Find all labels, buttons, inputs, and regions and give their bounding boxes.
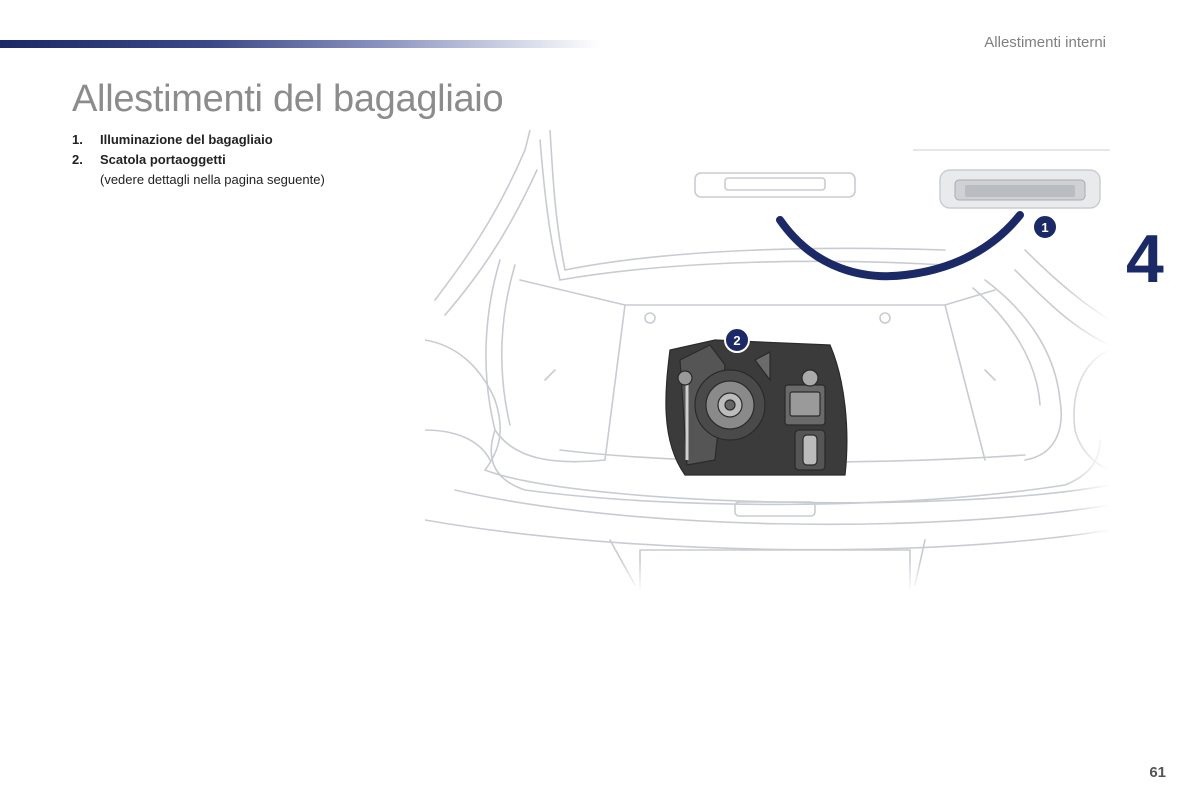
header-accent-bar xyxy=(0,40,600,48)
item-note: (vedere dettagli nella pagina seguente) xyxy=(100,172,325,187)
item-list xyxy=(72,130,325,190)
page-title: Allestimenti del bagagliaio xyxy=(72,78,504,120)
item-label: Scatola portaoggetti xyxy=(100,152,226,167)
trunk-illustration xyxy=(425,130,1110,592)
list-item xyxy=(72,150,325,170)
section-header: Allestimenti interni xyxy=(984,34,1106,51)
callout-1-label: 1 xyxy=(1041,220,1049,235)
callout-2-label: 2 xyxy=(733,333,741,348)
page-number: 61 xyxy=(1149,764,1166,781)
item-label: Illuminazione del bagagliaio xyxy=(100,132,273,147)
callout-2 xyxy=(725,328,749,352)
callout-1 xyxy=(1033,215,1057,239)
item-number: 1. xyxy=(72,132,83,147)
item-number: 2. xyxy=(72,152,83,167)
list-item xyxy=(72,130,325,150)
chapter-number: 4 xyxy=(1126,221,1164,297)
storage-box xyxy=(666,340,847,475)
